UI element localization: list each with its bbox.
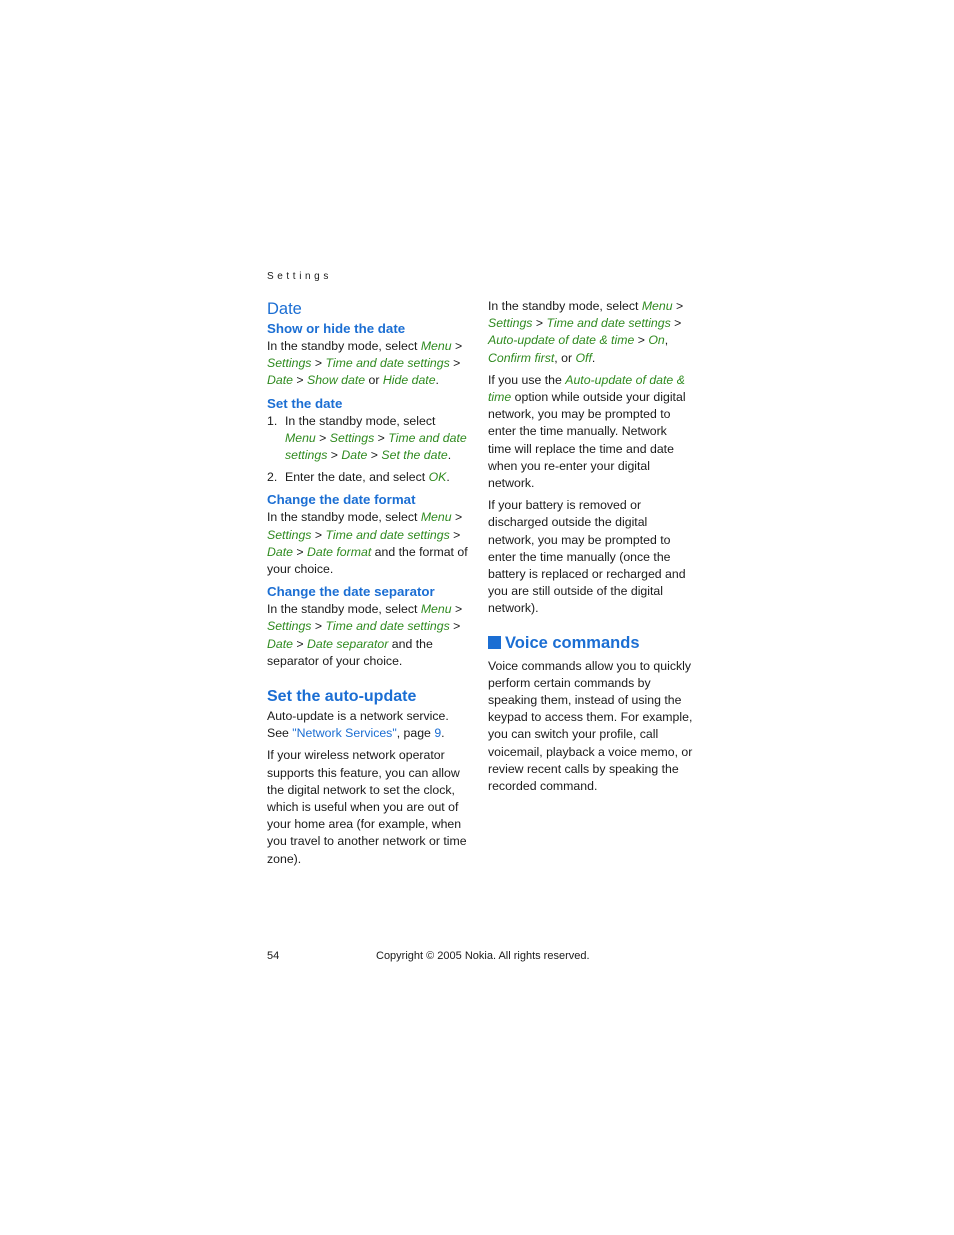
menu-item: Date	[267, 373, 293, 388]
menu-item: Auto-update of date & time	[488, 372, 685, 405]
section-title-voice-commands: Voice commands	[505, 633, 640, 652]
subtitle-set-the-date: Set the date	[267, 395, 343, 411]
menu-item: Menu	[641, 299, 673, 313]
section-title-set-auto-update: Set the auto-update	[267, 688, 417, 706]
menu-item: Hide date	[382, 373, 436, 388]
subtitle-change-date-separator: Change the date separator	[267, 584, 435, 600]
set-date-steps	[267, 413, 469, 487]
battery-removed-text: If your battery is removed or discharged outside the digital network, you may be prompted to enter the time manually (once the battery is replaced or recharged and you are still outside of the digital network).	[488, 498, 686, 616]
auto-update-outside-network-text: If you use the Auto-update of date & time option while outside your digital network, you may be prompted to enter the time manually. Network time will replace the time and date when you re-enter your digital network.	[488, 372, 686, 491]
show-hide-date-text: In the standby mode, select Menu > Settings > Time and date settings > Date > Show date or Hide date.	[267, 339, 463, 388]
square-bullet-icon	[488, 636, 501, 649]
menu-item: OK	[428, 470, 447, 485]
page-link[interactable]: 9	[434, 726, 442, 741]
auto-update-path-text: In the standby mode, select Menu > Settings > Time and date settings > Auto-update of date & time > On, Confirm first, or Off.	[488, 299, 684, 365]
voice-commands-heading	[488, 632, 693, 654]
step-2: 2. Enter the date, and select OK.	[267, 470, 450, 485]
menu-item: Date	[341, 448, 368, 463]
running-head: Settings	[267, 271, 332, 282]
menu-item: Set the date	[381, 448, 448, 463]
menu-item: Off	[575, 350, 592, 365]
menu-item: Time and date settings	[325, 356, 450, 371]
menu-item: Time and date settings	[325, 619, 450, 634]
right-column	[488, 298, 693, 800]
menu-item: Date format	[307, 544, 372, 559]
menu-item: Menu	[420, 339, 452, 353]
voice-commands-text: Voice commands allow you to quickly perform certain commands by speaking them, instead of using the keypad to access them. For example, you can switch your profile, call voicemail, playback a voice memo, or review recent calls by speaking the recorded command.	[488, 658, 693, 794]
menu-item: Menu	[420, 602, 452, 617]
left-column	[267, 298, 469, 873]
menu-item: Date	[267, 636, 293, 651]
step-1: 1. In the standby mode, select Menu > Settings > Time and date settings > Date > Set the date.	[267, 413, 467, 463]
menu-item: On	[648, 333, 665, 348]
menu-item: Settings	[329, 430, 375, 445]
menu-item: Settings	[488, 316, 533, 331]
auto-update-text-2: If your wireless network operator supports this feature, you can allow the digital network to set the clock, which is useful when you are out of your home area (for example, when you travel to another network or time zone).	[267, 748, 467, 866]
page-number: 54	[267, 950, 280, 962]
menu-item: Menu	[420, 510, 452, 525]
menu-item: Auto-update of date & time	[488, 333, 635, 348]
copyright-notice: Copyright © 2005 Nokia. All rights reserved.	[376, 950, 590, 962]
menu-item: Show date	[307, 373, 366, 388]
auto-update-text-1: Auto-update is a network service. See "Network Services", page 9.	[267, 709, 449, 741]
date-format-text: In the standby mode, select Menu > Settings > Time and date settings > Date > Date format and the format of your choice.	[267, 510, 468, 577]
subtitle-show-hide-date: Show or hide the date	[267, 321, 406, 336]
date-separator-text: In the standby mode, select Menu > Settings > Time and date settings > Date > Date separator and the separator of your choice.	[267, 602, 463, 668]
menu-item: Time and date settings	[546, 316, 671, 331]
menu-item: Settings	[267, 356, 312, 371]
section-title-date: Date	[267, 300, 302, 318]
menu-item: Settings	[267, 527, 312, 542]
menu-item: Time and date settings	[285, 430, 467, 463]
menu-item: Settings	[267, 619, 312, 634]
network-services-link[interactable]: "Network Services"	[292, 726, 397, 741]
menu-item: Menu	[285, 430, 316, 445]
subtitle-change-date-format: Change the date format	[267, 492, 416, 508]
menu-item: Date separator	[307, 636, 389, 651]
menu-item: Time and date settings	[325, 527, 450, 542]
menu-item: Date	[267, 544, 293, 559]
menu-item: Confirm first	[488, 350, 555, 365]
